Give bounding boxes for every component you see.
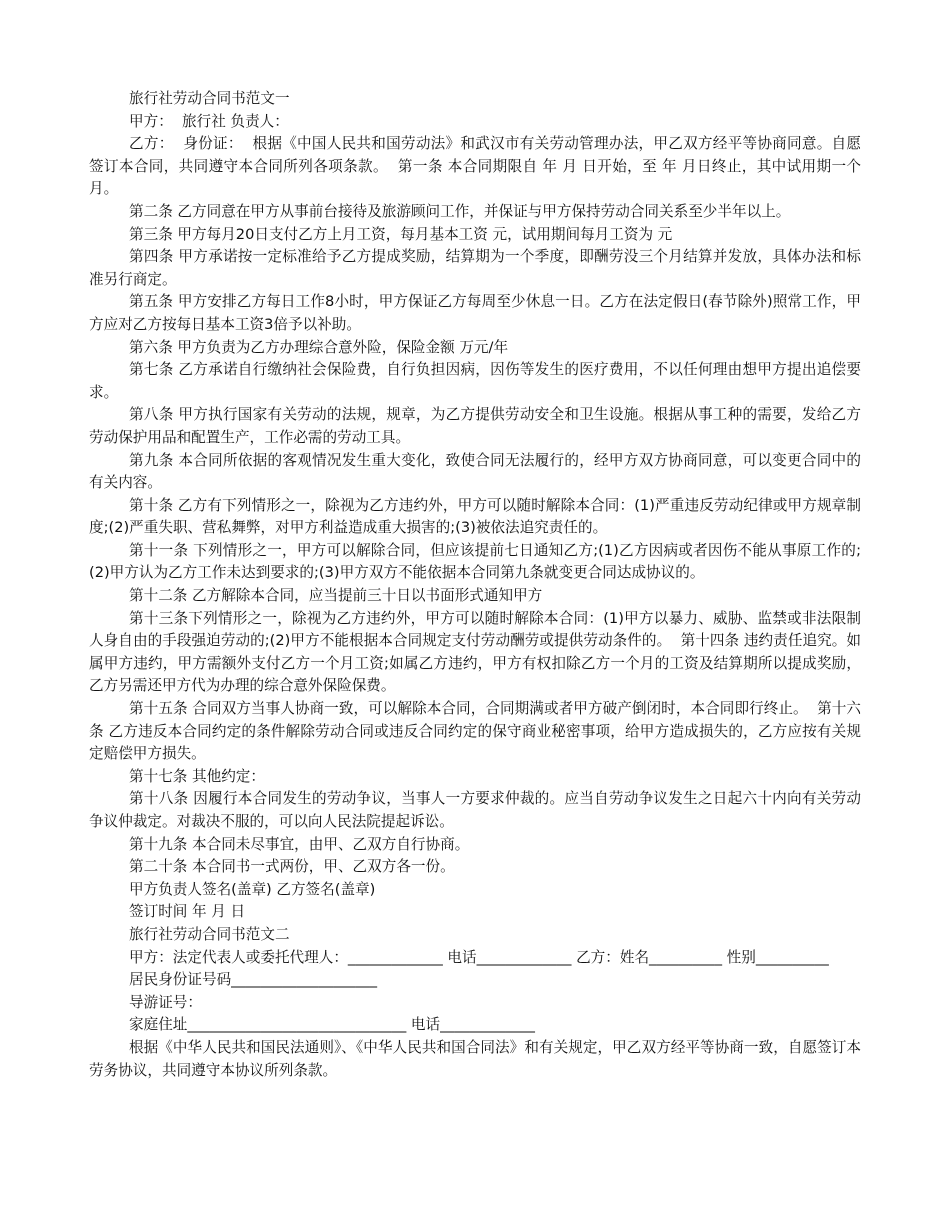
article-5-paragraph: 第五条 甲方安排乙方每日工作8小时，甲方保证乙方每周至少休息一日。乙方在法定假日(春节除外)照常工作，甲方应对乙方按每日基本工资3倍予以补助。 <box>89 293 861 333</box>
article-17-paragraph: 第十七条 其他约定： <box>129 767 265 785</box>
agreement-preamble-paragraph: 根据《中华人民共和国民法通则》、《中华人民共和国合同法》和有关规定，甲乙双方经平等协商一致，自愿签订本劳务协议，共同遵守本协议所列条款。 <box>89 1038 861 1079</box>
article-11-paragraph: 第十一条 下列情形之一，甲方可以解除合同，但应该提前七日通知乙方;(1)乙方因病或者因伤不能从事原工作的;(2)甲方认为乙方工作未达到要求的;(3)甲方双方不能依据本合同第九条就变更合同达成协议的。 <box>89 541 861 582</box>
signature-line: 甲方负责人签名(盖章) 乙方签名(盖章) <box>129 880 376 898</box>
doc-title-one: 旅行社劳动合同书范文一 <box>129 90 290 107</box>
article-10-paragraph: 第十条 乙方有下列情形之一，除视为乙方违约外，甲方可以随时解除本合同：(1)严重违反劳动纪律或甲方规章制度;(2)严重失职、营私舞弊，对甲方利益造成重大损害的;(3)被依法追究责任的。 <box>89 496 861 537</box>
document-body <box>89 88 861 1082</box>
article-13-14-paragraph: 第十三条下列情形之一，除视为乙方违约外，甲方可以随时解除本合同：(1)甲方以暴力、威胁、监禁或非法限制人身自由的手段强迫劳动的;(2)甲方不能根据本合同规定支付劳动酬劳或提供劳动条件的。 第十四条 违约责任追究。如属甲方违约，甲方需额外支付乙方一个月工资;如属乙方违约，甲方有权扣除乙方一个月的工资及结算期所以提成奖励，乙方另需还甲方代为办理的综合意外保险保费。 <box>89 609 861 695</box>
article-9-paragraph: 第九条 本合同所依据的客观情况发生重大变化，致使合同无法履行的，经甲方双方协商同意，可以变更合同中的有关内容。 <box>89 451 861 492</box>
article-8-paragraph: 第八条 甲方执行国家有关劳动的法规，规章，为乙方提供劳动安全和卫生设施。根据从事工种的需要，发给乙方劳动保护用品和配置生产，工作必需的劳动工具。 <box>89 406 861 446</box>
article-12-paragraph: 第十二条 乙方解除本合同，应当提前三十日以书面形式通知甲方 <box>129 587 543 605</box>
party-b-intro-paragraph: 乙方： 身份证： 根据《中国人民共和国劳动法》和武汉市有关劳动管理办法，甲乙双方经平等协商同意。自愿签订本合同，共同遵守本合同所列各项条款。 第一条 本合同期限自 年 月 日开始，至 年 月日终止，其中试用期一个月。 <box>89 135 861 198</box>
article-20-paragraph: 第二十条 本合同书一式两份，甲、乙双方各一份。 <box>129 858 455 876</box>
article-19-paragraph: 第十九条 本合同未尽事宜，由甲、乙双方自行协商。 <box>129 835 470 853</box>
article-2-paragraph: 第二条 乙方同意在甲方从事前台接待及旅游顾问工作，并保证与甲方保持劳动合同关系至少半年以上。 <box>129 202 791 220</box>
guide-license-field: 导游证号： <box>129 993 202 1011</box>
article-18-paragraph: 第十八条 因履行本合同发生的劳动争议，当事人一方要求仲裁的。应当自劳动争议发生之日起六十内向有关劳动争议仲裁定。对裁决不服的，可以向人民法院提起诉讼。 <box>89 790 861 830</box>
article-4-paragraph: 第四条 甲方承诺按一定标准给予乙方提成奖励，结算期为一个季度，即酬劳没三个月结算并发放，具体办法和标准另行商定。 <box>89 248 861 288</box>
id-number-field: 居民身份证号码____________________ <box>129 971 378 989</box>
article-3-paragraph: 第三条 甲方每月20日支付乙方上月工资，每月基本工资 元，试用期间每月工资为 元 <box>129 225 673 243</box>
article-6-paragraph: 第六条 甲方负责为乙方办理综合意外险，保险金额 万元/年 <box>129 338 509 356</box>
article-15-16-paragraph: 第十五条 合同双方当事人协商一致，可以解除本合同，合同期满或者甲方破产倒闭时，本合同即行终止。 第十六条 乙方违反本合同约定的条件解除劳动合同或违反合同约定的保守商业秘密事项，给甲方造成损失的，乙方应按有关规定赔偿甲方损失。 <box>89 700 861 763</box>
doc-title-two: 旅行社劳动合同书范文二 <box>129 925 290 943</box>
home-address-field: 家庭住址______________________________ 电话_____________ <box>129 1016 535 1034</box>
party-a-line: 甲方： 旅行社 负责人： <box>129 112 289 130</box>
party-fields-paragraph: 甲方：法定代表人或委托代理人：_____________ 电话_____________ 乙方：姓名__________ 性别__________ <box>129 948 829 966</box>
article-7-paragraph: 第七条 乙方承诺自行缴纳社会保险费，自行负担因病，因伤等发生的医疗费用，不以任何理由想甲方提出追偿要求。 <box>89 361 861 401</box>
signing-date-line: 签订时间 年 月 日 <box>129 903 246 921</box>
